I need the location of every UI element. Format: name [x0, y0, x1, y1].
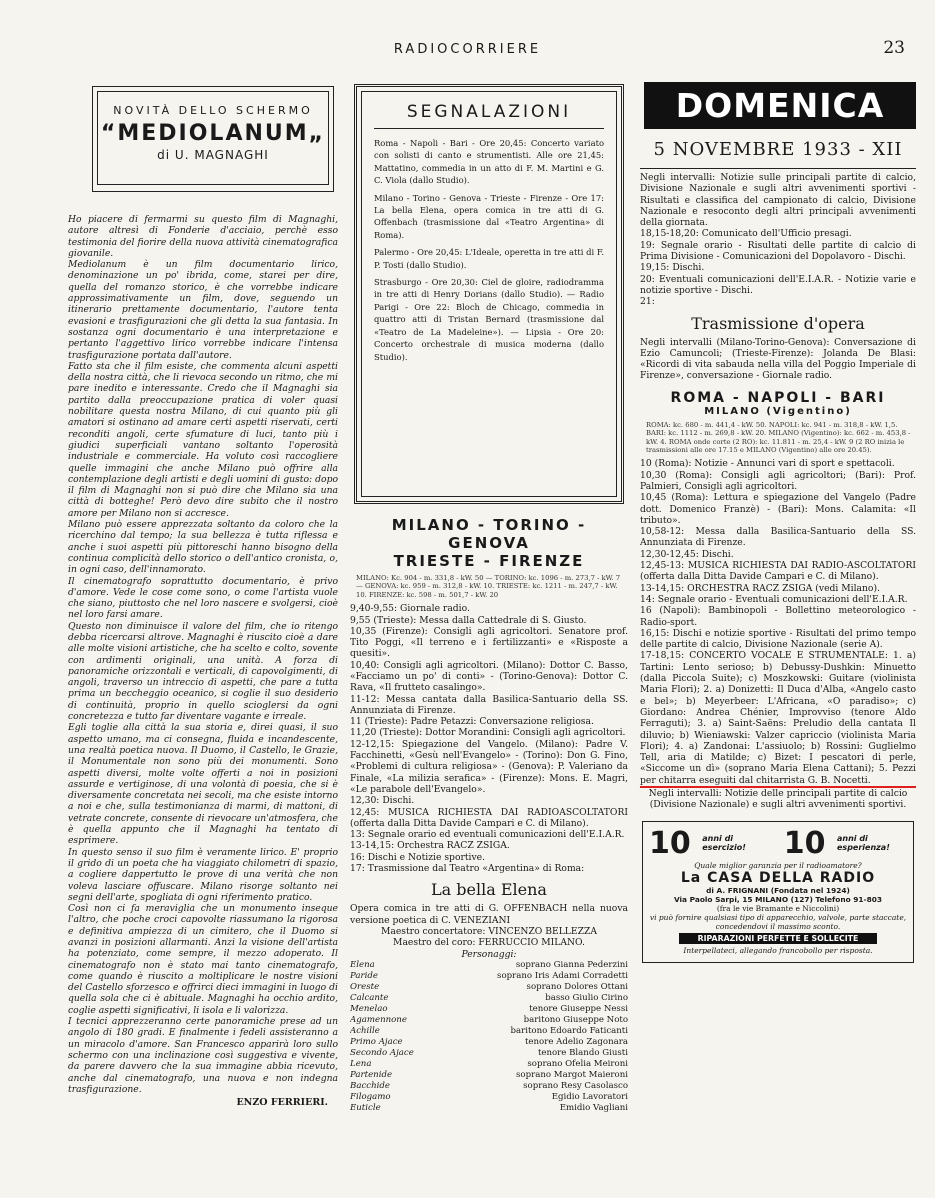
cast-role: Lena: [350, 1058, 372, 1069]
cast-row: [350, 1004, 628, 1015]
ad-top-row: [649, 826, 907, 861]
program-item: 16,15: Dischi e notizie sportive - Risultati del primo tempo delle partite di calcio, Divisione Nazionale (serie A).: [640, 627, 916, 651]
program-item: 21:: [640, 296, 655, 308]
ad-brand-article: La: [680, 869, 702, 886]
cast-row: [350, 1015, 628, 1026]
cast-row: [350, 982, 628, 993]
program-item: 9,40-9,55: Giornale radio.: [350, 603, 470, 615]
opera-title: La bella Elena: [431, 880, 547, 900]
opera-description: Opera comica in tre atti di G. OFFENBACH nella nuova versione poetica di C. VENEZIANI: [350, 903, 628, 926]
program-item: 19: Segnale orario - Risultati delle partite di calcio di Prima Divisione - Comunicazioni del Dopolavoro - Dischi.: [640, 239, 916, 263]
station-frequencies: MILANO: Kc. 904 - m. 331,8 - kW. 50 — TORINO: kc. 1096 - m. 273,7 - kW. 7 — GENOVA: kc. 959 - m. 312,8 - kW. 10. TRIESTE: kc. 1211 - m. 247,7 - kW. 10. FIRENZE: kc. 598 - m. 501,7 - kW. 20: [356, 574, 621, 599]
program-item: 11-12: Messa cantata dalla Basilica-Santuario della SS. Annunziata di Firenze.: [350, 693, 628, 716]
cast-singer: soprano Dolores Ottani: [526, 981, 628, 992]
program-item: 10,35 (Firenze): Consigli agli agricoltori. Senatore prof. Tito Poggi, «Il terreno e i fertilizzanti» e «Risposte a quesiti».: [350, 625, 628, 660]
station-frequencies: ROMA: kc. 680 - m. 441,4 - kW. 50. NAPOLI: kc. 941 - m. 318,8 - kW. 1,5. BARI: kc. 1112 - m. 269,8 - kW. 20. MILANO (Vigentino): kc. 662 - m. 453,8 - kW. 4. ROMA onde corte (2 RO): kc. 11.811 - m. 25,4 - kW. 9 (2 RO inizia le trasmissioni alle ore 17.15 e MILANO (Vigentino) alle ore 20.45).: [646, 420, 911, 454]
ad-founded: (Fondata nel 1924): [770, 885, 850, 895]
ad-brand: [649, 870, 907, 886]
cast-row: [350, 1092, 628, 1103]
ad-owner-line: [649, 886, 907, 895]
cast-row: [350, 993, 628, 1004]
opera-conductor: Maestro concertatore: VINCENZO BELLEZZA: [380, 925, 598, 937]
program-item: 10,45 (Roma): Lettura e spiegazione del Vangelo (Padre dott. Domenico Franzè) - (Bari): Mons. Calamita: «Il tributo».: [640, 492, 916, 526]
cast-row: [350, 960, 628, 971]
review-title: “MEDIOLANUM„: [100, 121, 326, 146]
program-item-highlighted: 17-18,15: CONCERTO VOCALE E STRUMENTALE: 1. a) Tartini: Lento serioso; b) Debussy-Dushkin: Minuetto (dalla Piccola Suite); c) Moszkowski: Guitare (violinista Maria Flori); 2. a) Donizetti: Il Duca d'Alba, «Angelo casto e bel»; b) Meyerbeer: L'Africana, «O paradiso»; c) Giordano: Andrea Chénier, Improvviso (tenore Aldo Ferraguti); 3. a) Saint-Saëns: Preludio della cantata Il diluvio; b) Wieniawski: Valzer capriccio (violinista Maria Flori); 4. a) Zandonai: L'assiuolo; b) Rossini: Guglielmo Tell, aria di Matilde; c) Bizet: I pescatori di perle, «Siccome un dì» (soprano Maria Elena Cattani); 5. Pezzi per chitarra eseguiti dal chitarrista G. B. Nocetti.: [640, 650, 916, 788]
column-programs-north: [350, 76, 628, 1186]
review-paragraph: Così non ci fa meraviglia che un monumento inseque l'altro, che poche croci capovolte riassumano la rigorosa e definitiva ampiezza di un cimitero, che il Duomo si avanzi in posizioni allarmanti. Anzi la visione dell'artista ha potenziato, come sempre, il mezzo adoperato. Il cinematografo non è stato mai tanto cinematografo, come quando è riuscito a moltiplicare le nostre visioni del Castello sforzesco e offrirci dieci immagini in luogo di quella sola che ci è abituale. Magnaghi ha occhio ardito, coglie aspetti significativi, li isola e li valorizza.: [68, 903, 338, 1016]
opera-transmission-title: Trasmissione d'opera: [691, 313, 865, 333]
program-item: 12-12,15: Spiegazione del Vangelo. (Milano): Padre V. Facchinetti, «Gesù nell'Evangelo» - (Torino): Don G. Fino, «Problemi di cultura religiosa» - (Genova): P. Valeriano da Finale, «La milizia serafica» - (Firenze): Mons. E. Magri, «Le parabole dell'Evangelo».: [350, 738, 628, 795]
station-group-title: ROMA - NAPOLI - BARI: [670, 389, 886, 406]
review-body: [68, 214, 338, 1095]
cast-singer: baritono Edoardo Faticanti: [510, 1025, 628, 1036]
segnalazioni-title: SEGNALAZIONI: [374, 102, 604, 129]
ad-owner: di A. FRIGNANI: [706, 885, 769, 895]
cast-row: [350, 1059, 628, 1070]
cast-role: Agamennone: [350, 1014, 407, 1025]
ad-number: 10: [649, 825, 691, 861]
review-paragraph: Il cinematografo soprattutto documentario, è privo d'amore. Vede le cose come sono, o come l'artista vuole che siano, piuttosto che nel loro nascere e svolgersi, cioè nel loro farsi amare.: [68, 575, 338, 621]
cast-role: Achille: [350, 1025, 380, 1036]
cast-role: Partenide: [350, 1069, 393, 1080]
program-item: 14: Segnale orario - Eventuali comunicazioni dell'E.I.A.R.: [640, 593, 908, 605]
opera-chorus: Maestro del coro: FERRUCCIO MILANO.: [393, 937, 585, 949]
cast-singer: tenore Giuseppe Nessi: [529, 1003, 628, 1014]
cast-role: Secondo Ajace: [350, 1047, 414, 1058]
cast-singer: tenore Adelio Zagonara: [524, 1036, 628, 1047]
program-item: 12,45-13: MUSICA RICHIESTA DAI RADIO-ASCOLTATORI (offerta dalla Ditta Davide Campari e C. di Milano).: [640, 560, 916, 583]
program-item: 16: Dischi e Notizie sportive.: [350, 851, 486, 863]
ad-brand-name: CASA DELLA RADIO: [707, 869, 876, 886]
ad-tagline: anni di esperienza!: [837, 834, 890, 853]
station-title-line: TRIESTE - FIRENZE: [393, 552, 585, 570]
program-item: 13-14,15: ORCHESTRA RACZ ZSIGA (vedi Milano).: [640, 582, 880, 594]
column-film-review: [68, 76, 338, 1186]
ad-footer: Interpellateci, allegando francobollo per risposta.: [683, 945, 873, 955]
program-item: 13: Segnale orario ed eventuali comunicazioni dell'E.I.A.R.: [350, 829, 625, 841]
review-signature: ENZO FERRIERI.: [236, 1097, 328, 1109]
program-item: 10,30 (Roma): Consigli agli agricoltori; (Bari): Prof. Palmieri, Consigli agli agricoltori.: [640, 469, 916, 492]
program-item: 11,20 (Trieste): Dottor Morandini: Consigli agli agricoltori.: [350, 727, 626, 739]
program-item: 9,55 (Trieste): Messa dalla Cattedrale di S. Giusto.: [350, 614, 587, 626]
cast-singer: baritono Giuseppe Noto: [523, 1014, 628, 1025]
review-paragraph: Milano può essere apprezzata soltanto da coloro che la ricerchino dal tempo; la sua bellezza è tutta riflessa e anche i suoi aspetti più pittoreschi hanno bisogno della continua complicità dello storico o dell'antico cronista, o, in ogni caso, dell'innamorato.: [68, 519, 338, 576]
day-banner: DOMENICA: [644, 82, 916, 129]
cast-role: Filogamo: [350, 1091, 391, 1102]
segnalazioni-box: [354, 84, 624, 504]
review-director: di U. MAGNAGHI: [157, 148, 269, 162]
cast-row: [350, 1037, 628, 1048]
opera-transmission-text: Negli intervalli (Milano-Torino-Genova): Conversazione di Ezio Camuncoli; (Trieste-Firenze): Jolanda De Blasi: «Ricordi di vita sabauda nella villa del Poggio Imperiale di Firenze», conversazione - Giornale radio.: [640, 336, 916, 382]
cast-singer: soprano Ofelia Meironi: [527, 1058, 628, 1069]
program-item: Negli intervalli: Notizie sulle principali partite di calcio, Divisione Nazionale e sugli altri avvenimenti sportivi - Risultati e classifica del campionato di calcio, Divisione Nazionale e resoconto degli altri principali avvenimenti della giornata.: [640, 172, 916, 229]
review-paragraph: Ho piacere di fermarmi su questo film di Magnaghi, autore altresì di Fonderie d'acciaio, perchè esso testimonia del fiorire della nuova attività cinematografica giovanile.: [68, 214, 338, 259]
cast-row: [350, 1103, 628, 1114]
review-paragraph: Mediolanum è un film documentario lirico, denominazione un po' ibrida, come, starei per dire, quella del romanzo storico, è che vorrebbe indicare approssimativamente un film, dove, seguendo un itinerario prettamente documentario, l'autore tenta evasioni e trasfigurazioni che gli detta la sua fantasia. In sostanza ogni documentario è una interpretazione e pertanto l'aggettivo lirico vorrebbe indicare l'intensa trasfigurazione portata dall'autore.: [68, 259, 338, 361]
station-group-title: [350, 516, 628, 570]
review-title-box: [92, 86, 334, 192]
review-paragraph: In questo senso il suo film è veramente lirico. E' proprio il grido di un poeta che ha viaggiato chilometri di spazio, a cogliere dappertutto le prove di una verità che non voleva lasciare offuscare. Milano risorge soltanto nei segni dell'arte, spogliata di ogni riferimento pratico.: [68, 846, 338, 903]
cast-role: Euticle: [350, 1102, 381, 1113]
program-item: 20: Eventuali comunicazioni dell'E.I.A.R. - Notizie varie e notizie sportive - Dischi.: [640, 273, 916, 296]
program-item: 17: Trasmissione dal Teatro «Argentina» di Roma:: [350, 863, 585, 875]
program-item: 10,58-12: Messa dalla Basilica-Santuario della SS. Annunziata di Firenze.: [640, 526, 916, 549]
review-kicker: NOVITÀ DELLO SCHERMO: [113, 104, 313, 117]
ad-offer: vi può fornire qualsiasi tipo di apparecchio, valvole, parte staccate, concedendovi il massimo sconto.: [649, 912, 907, 931]
cast-list: [350, 960, 628, 1114]
cast-singer: Egidio Lavoratori: [551, 1091, 628, 1102]
ad-tagline: anni di esercizio!: [702, 834, 746, 853]
cast-singer: Emidio Vagliani: [559, 1102, 628, 1113]
program-item: 11 (Trieste): Padre Petazzi: Conversazione religiosa.: [350, 716, 594, 728]
program-item: 12,45: MUSICA RICHIESTA DAI RADIOASCOLTATORI (offerta dalla Ditta Davide Campari e C. di Milano).: [350, 806, 628, 829]
cast-singer: soprano Iris Adami Corradetti: [497, 970, 628, 981]
station-group-subtitle: MILANO (Vigentino): [704, 405, 852, 417]
cast-role: Primo Ajace: [350, 1036, 403, 1047]
review-paragraph: Egli toglie alla città la sua storia e, direi quasi, il suo aspetto umano, ma ci consegna, fluida e incandescente, una realtà poetica nuova. Il Duomo, il Castello, le Grazie, il Monumentale non sono più dei monumenti. Sono aspetti diversi, molte volte offerti a noi in posizioni assurde e vertiginose, di una volontà di poesia, che si è diversamente concretata nei secoli, ma che esiste intorno a noi e che, sulla testimonianza di marmi, di mattoni, di vetrate concrete, consente di rievocare un'atmosfera, che è quella appunto che il Magnaghi ha tentato di esprimere.: [68, 722, 338, 847]
program-item: 12,30: Dischi.: [350, 795, 415, 807]
cast-role: Oreste: [350, 981, 380, 992]
program-item: Negli intervalli: Notizie delle principali partite di calcio (Divisione Nazionale) e sugli altri avvenimenti sportivi.: [648, 787, 908, 811]
program-item: 10,40: Consigli agli agricoltori. (Milano): Dottor C. Basso, «Facciamo un po' di conti» - (Torino-Genova): Dottor C. Rava, «Il frutteto casalingo».: [350, 659, 628, 694]
ad-number: 10: [783, 825, 826, 861]
ad-repairs-banner: RIPARAZIONI PERFETTE E SOLLECITE: [679, 933, 877, 944]
segnalazione-item: Milano - Torino - Genova - Trieste - Firenze - Ore 17: La bella Elena, opera comica in tre atti di G. Offenbach (trasmissione dal «Teatro Argentina» di Roma).: [374, 192, 604, 240]
personaggi-label: Personaggi:: [461, 948, 517, 960]
program-item: 10 (Roma): Notizie - Annunci vari di sport e spettacoli.: [640, 458, 895, 470]
program-date: 5 NOVEMBRE 1933 - XII: [653, 139, 903, 160]
cast-singer: basso Giulio Cirino: [545, 992, 628, 1003]
divider: [640, 168, 916, 169]
segnalazione-item: Palermo - Ore 20,45: L'Ideale, operetta in tre atti di F. P. Tosti (dallo Studio).: [374, 247, 604, 270]
cast-singer: soprano Margot Maieroni: [516, 1069, 628, 1080]
segnalazione-item: Roma - Napoli - Bari - Ore 20,45: Concerto variato con solisti di canto e strumentisti. Alle ore 21,45: Mattatino, commedia in un atto di F. M. Martini e G. C. Viola (dallo Studio).: [374, 138, 604, 186]
column-sunday-programs: [640, 76, 916, 1186]
segnalazione-item: Strasburgo - Ore 20,30: Ciel de gloire, radiodramma in tre atti di Henry Dorians (dallo Studio). — Radio Parigi - Ore 22: Bloch de Chicago, commedia in quattro atti di Tristan Bernard (trasmissione dal «Teatro de La Madeleine»). — Lipsia - Ore 20: Concerto orchestrale di musica moderna (dallo Studio).: [374, 277, 604, 362]
program-list: [640, 458, 916, 788]
station-title-line: MILANO - TORINO - GENOVA: [391, 516, 587, 552]
cast-row: [350, 1048, 628, 1059]
review-paragraph: I tecnici apprezzeranno certe panoramiche prese ad un angolo di 180 gradi. E finalmente i fedeli assisteranno a un miracolo d'amore. San Francesco apparirà loro sullo schermo con una inclinazione così suggestiva e vivente, da parere davvero che la sua immagine abbia ricevuto, anche dal cinematografo, una nuova e non indegna trasfigurazione.: [68, 1016, 338, 1095]
cast-row: [350, 971, 628, 982]
page-number: 23: [883, 38, 905, 58]
page-header: [0, 38, 935, 66]
program-item: 18,15-18,20: Comunicato dell'Ufficio presagi.: [640, 228, 852, 240]
cast-singer: soprano Gianna Pederzini: [515, 959, 628, 970]
cast-row: [350, 1081, 628, 1092]
review-paragraph: Fatto sta che il film esiste, che commenta alcuni aspetti della nostra città, che li rievoca secondo un ritmo, che mi pare inedito e interessante. Credo che il Magnaghi sia partito dalla preoccupazione pratica di voler quasi nobilitare questa nostra Milano, di cui quanto più gli amatori si ostinano ad amare certi aspetti riservati, certi reconditi angoli, certe sfumature di luci, tanto più i giudici superficiali vantano soltanto l'operosità industriale e commerciale. Ha voluto così raccogliere quelle immagini che anche Milano può offrire alla contemplazione degli artisti e degli uomini di gusto: dopo il film di Magnaghi non si può dire che Milano sia una città di botteghe! Però devo dire subito che il nostro amore per Milano non si accresce.: [68, 360, 338, 519]
cast-role: Elena: [350, 959, 375, 970]
evening-program: [640, 172, 916, 308]
advertisement: [642, 821, 914, 963]
program-list: [350, 603, 628, 874]
cast-row: [350, 1026, 628, 1037]
program-item: 12,30-12,45: Dischi.: [640, 548, 734, 560]
review-paragraph: Questo non diminuisce il valore del film, che io ritengo debba ricercarsi altrove. Magnaghi è riuscito cioè a dare alle molte visioni artistiche, che ha scelto e colto, sovente con ardimenti originali, una unità. A forza di panoramiche orizzontali e verticali, di capovolgimenti, di angoli, traverso un intreccio di aspetti, che pare a tutta prima un beccheggio oceanico, si coglie il suo desiderio di continuità, proprio in quello scioglersi da ogni concretezza e tutto far diventare vagante e irreale.: [68, 620, 338, 723]
cast-row: [350, 1070, 628, 1081]
cast-role: Menelao: [350, 1003, 388, 1014]
cast-role: Calcante: [350, 992, 389, 1003]
program-item: 16 (Napoli): Bambinopoli - Bollettino meteorologico - Radio-sport.: [640, 605, 916, 628]
publication-title: RADIOCORRIERE: [393, 42, 542, 57]
cast-role: Paride: [350, 970, 378, 981]
cast-role: Bacchide: [350, 1080, 390, 1091]
ad-question: Quale miglior garanzia per il radioamatore?: [694, 860, 862, 870]
ad-address: Via Paolo Sarpi, 15 MILANO (127) Telefono 91-803: [673, 894, 883, 904]
program-item: 19,15: Dischi.: [640, 262, 705, 274]
ad-address-note: (fra le vie Bramante e Niccolini): [716, 903, 840, 913]
cast-singer: tenore Blando Giusti: [537, 1047, 628, 1058]
program-item: 13-14,15: Orchestra RACZ ZSIGA.: [350, 840, 510, 852]
cast-singer: soprano Resy Casolasco: [523, 1080, 628, 1091]
